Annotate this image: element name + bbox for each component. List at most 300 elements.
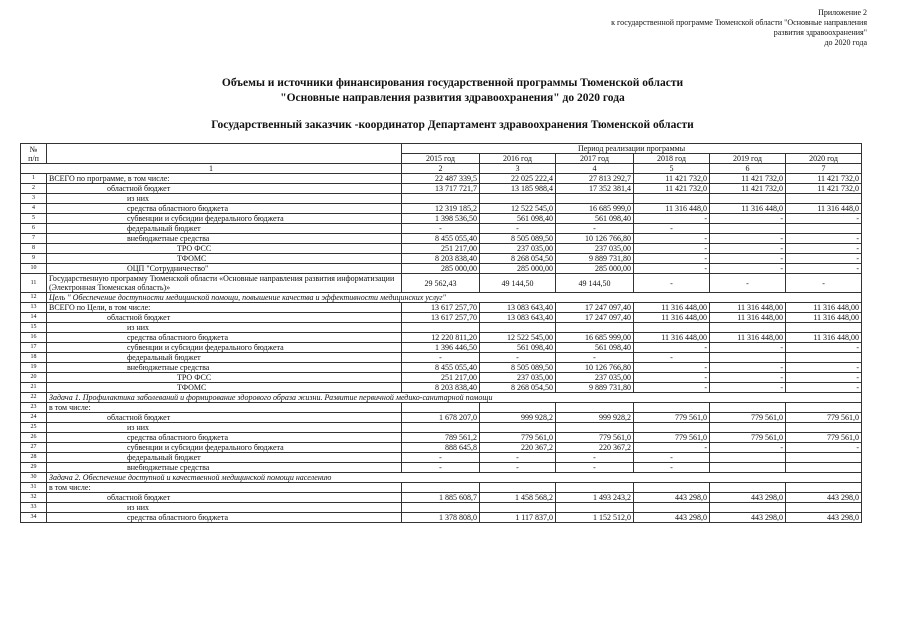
row-label: средства областного бюджета — [47, 204, 402, 214]
value-cell: 16 685 999,00 — [556, 333, 634, 343]
value-cell: 11 421 732,0 — [634, 174, 710, 184]
value-cell: 11 316 448,00 — [710, 333, 786, 343]
value-cell — [556, 403, 634, 413]
header-column-index: 3 — [480, 164, 556, 174]
value-cell — [634, 483, 710, 493]
row-label: субвенции и субсидии федерального бюджета — [47, 343, 402, 353]
table-row — [21, 174, 862, 184]
value-cell: 237 035,00 — [556, 244, 634, 254]
row-number: 16 — [21, 333, 47, 343]
value-cell — [480, 423, 556, 433]
value-cell — [710, 353, 786, 363]
value-cell — [710, 453, 786, 463]
header-period: Период реализации программы — [402, 144, 862, 154]
value-cell: - — [786, 274, 862, 293]
value-cell — [634, 323, 710, 333]
value-cell: 17 352 381,4 — [556, 184, 634, 194]
value-cell: - — [786, 244, 862, 254]
row-label: областной бюджет — [47, 313, 402, 323]
row-label: ОЦП "Сотрудничество" — [47, 264, 402, 274]
value-cell: 8 268 054,50 — [480, 254, 556, 264]
row-label: областной бюджет — [47, 184, 402, 194]
table-row — [21, 423, 862, 433]
value-cell: 1 678 207,0 — [402, 413, 480, 423]
value-cell: - — [480, 453, 556, 463]
value-cell: - — [710, 373, 786, 383]
row-number: 20 — [21, 373, 47, 383]
row-number: 27 — [21, 443, 47, 453]
value-cell: 13 617 257,70 — [402, 303, 480, 313]
value-cell: 888 645,8 — [402, 443, 480, 453]
header-row-index — [21, 164, 862, 174]
title-line-1: Объемы и источники финансирования государственной программы Тюменской области — [221, 77, 684, 89]
value-cell: - — [634, 453, 710, 463]
row-number: 24 — [21, 413, 47, 423]
value-cell: 237 035,00 — [480, 244, 556, 254]
header-label — [47, 144, 402, 164]
financing-table — [20, 143, 862, 523]
value-cell — [402, 483, 480, 493]
value-cell — [710, 503, 786, 513]
value-cell: - — [480, 224, 556, 234]
value-cell: 11 421 732,0 — [786, 174, 862, 184]
appendix-line: развития здравоохранения" — [773, 28, 867, 37]
row-number: 13 — [21, 303, 47, 313]
value-cell — [402, 403, 480, 413]
value-cell: 49 144,50 — [556, 274, 634, 293]
value-cell: - — [634, 463, 710, 473]
row-number: 5 — [21, 214, 47, 224]
value-cell: - — [786, 264, 862, 274]
table-row — [21, 413, 862, 423]
row-label: Государственную программу Тюменской области «Основные направления развития информатизации (Электронная Тюменская область)» — [47, 274, 402, 293]
table-row — [21, 194, 862, 204]
header-year: 2016 год — [480, 154, 556, 164]
row-label: федеральный бюджет — [47, 353, 402, 363]
value-cell: - — [710, 383, 786, 393]
value-cell — [786, 423, 862, 433]
value-cell: 999 928,2 — [480, 413, 556, 423]
table-row — [21, 303, 862, 313]
value-cell: - — [634, 264, 710, 274]
row-number: 12 — [21, 293, 47, 303]
value-cell: - — [710, 264, 786, 274]
value-cell — [480, 194, 556, 204]
value-cell: - — [634, 214, 710, 224]
value-cell: 779 561,0 — [480, 433, 556, 443]
row-label: внебюджетные средства — [47, 234, 402, 244]
row-label: субвенции и субсидии федерального бюджета — [47, 214, 402, 224]
value-cell: 237 035,00 — [556, 373, 634, 383]
value-cell: 251 217,00 — [402, 244, 480, 254]
value-cell: - — [634, 363, 710, 373]
row-number: 14 — [21, 313, 47, 323]
table-body — [21, 174, 862, 523]
value-cell: - — [710, 274, 786, 293]
value-cell: 12 522 545,0 — [480, 204, 556, 214]
value-cell: 11 316 448,00 — [634, 313, 710, 323]
value-cell: - — [710, 254, 786, 264]
value-cell — [710, 323, 786, 333]
value-cell: 12 319 185,2 — [402, 204, 480, 214]
header-num-a: № — [29, 144, 38, 154]
table-row — [21, 184, 862, 194]
value-cell: 11 316 448,0 — [634, 204, 710, 214]
value-cell — [556, 503, 634, 513]
appendix-note — [507, 8, 867, 48]
value-cell: - — [634, 353, 710, 363]
row-number: 17 — [21, 343, 47, 353]
value-cell — [786, 463, 862, 473]
value-cell: 27 813 292,7 — [556, 174, 634, 184]
value-cell: 8 268 054,50 — [480, 383, 556, 393]
value-cell: - — [556, 224, 634, 234]
table-row — [21, 393, 862, 403]
value-cell: 10 126 766,80 — [556, 234, 634, 244]
header-num-b: п/п — [28, 153, 39, 163]
value-cell — [480, 483, 556, 493]
row-label: из них — [47, 323, 402, 333]
value-cell: - — [402, 463, 480, 473]
row-number: 11 — [21, 274, 47, 293]
value-cell: 11 316 448,00 — [634, 333, 710, 343]
row-number: 21 — [21, 383, 47, 393]
value-cell: - — [710, 244, 786, 254]
row-number: 28 — [21, 453, 47, 463]
value-cell: 8 455 055,40 — [402, 363, 480, 373]
value-cell — [634, 194, 710, 204]
value-cell — [786, 194, 862, 204]
row-number: 4 — [21, 204, 47, 214]
row-number: 9 — [21, 254, 47, 264]
table-row — [21, 264, 862, 274]
table-row — [21, 293, 862, 303]
value-cell: 11 316 448,00 — [786, 303, 862, 313]
table-row — [21, 343, 862, 353]
value-cell: - — [402, 453, 480, 463]
value-cell: 561 098,40 — [556, 214, 634, 224]
row-number: 15 — [21, 323, 47, 333]
section-heading: Цель " Обеспечение доступности медицинской помощи, повышение качества и эффективности медицинских услуг" — [47, 293, 862, 303]
table-row — [21, 403, 862, 413]
value-cell: 13 083 643,40 — [480, 313, 556, 323]
header-column-index: 1 — [21, 164, 402, 174]
value-cell — [556, 423, 634, 433]
row-number: 8 — [21, 244, 47, 254]
value-cell: - — [634, 224, 710, 234]
row-label: внебюджетные средства — [47, 463, 402, 473]
value-cell: - — [634, 274, 710, 293]
value-cell: - — [710, 234, 786, 244]
value-cell: - — [556, 463, 634, 473]
value-cell: 8 505 089,50 — [480, 234, 556, 244]
value-cell — [710, 463, 786, 473]
value-cell — [634, 423, 710, 433]
table-row — [21, 244, 862, 254]
row-number: 6 — [21, 224, 47, 234]
row-label: ТФОМС — [47, 383, 402, 393]
value-cell — [710, 194, 786, 204]
value-cell: - — [634, 443, 710, 453]
value-cell: 779 561,0 — [634, 413, 710, 423]
value-cell — [634, 503, 710, 513]
value-cell: 8 455 055,40 — [402, 234, 480, 244]
value-cell: 8 203 838,40 — [402, 383, 480, 393]
value-cell: 443 298,0 — [634, 513, 710, 523]
value-cell — [710, 483, 786, 493]
value-cell: 1 152 512,0 — [556, 513, 634, 523]
header-row-period — [21, 144, 862, 154]
value-cell — [480, 503, 556, 513]
row-label: средства областного бюджета — [47, 333, 402, 343]
value-cell: 9 889 731,80 — [556, 383, 634, 393]
row-label: ТРО ФСС — [47, 244, 402, 254]
value-cell: 561 098,40 — [480, 343, 556, 353]
value-cell: 1 378 808,0 — [402, 513, 480, 523]
value-cell: - — [786, 383, 862, 393]
value-cell: 251 217,00 — [402, 373, 480, 383]
header-year: 2018 год — [634, 154, 710, 164]
value-cell: 561 098,40 — [556, 343, 634, 353]
row-number: 19 — [21, 363, 47, 373]
value-cell: - — [786, 343, 862, 353]
value-cell: 9 889 731,80 — [556, 254, 634, 264]
value-cell: - — [786, 363, 862, 373]
title-line-2: "Основные направления развития здравоохранения" до 2020 года — [280, 92, 625, 104]
appendix-line: к государственной программе Тюменской области "Основные направления — [611, 18, 867, 27]
value-cell: - — [634, 373, 710, 383]
value-cell: - — [786, 373, 862, 383]
row-label: из них — [47, 423, 402, 433]
value-cell: 443 298,0 — [786, 513, 862, 523]
row-number: 7 — [21, 234, 47, 244]
table-row — [21, 463, 862, 473]
value-cell: 22 025 222,4 — [480, 174, 556, 184]
row-number: 26 — [21, 433, 47, 443]
value-cell: 285 000,00 — [402, 264, 480, 274]
value-cell: 11 421 732,0 — [710, 184, 786, 194]
value-cell: - — [402, 224, 480, 234]
row-number: 32 — [21, 493, 47, 503]
table-row — [21, 333, 862, 343]
value-cell — [786, 224, 862, 234]
table-row — [21, 254, 862, 264]
value-cell — [710, 224, 786, 234]
value-cell: 11 316 448,00 — [786, 333, 862, 343]
header-column-index: 6 — [710, 164, 786, 174]
value-cell — [786, 503, 862, 513]
value-cell — [710, 403, 786, 413]
value-cell: 11 421 732,0 — [634, 184, 710, 194]
table-row — [21, 493, 862, 503]
table-row — [21, 383, 862, 393]
value-cell — [786, 353, 862, 363]
row-number: 2 — [21, 184, 47, 194]
document-title — [0, 76, 905, 106]
value-cell — [480, 323, 556, 333]
table-row — [21, 513, 862, 523]
value-cell: 779 561,0 — [786, 433, 862, 443]
table-row — [21, 353, 862, 363]
value-cell: 29 562,43 — [402, 274, 480, 293]
value-cell — [556, 194, 634, 204]
table-row — [21, 433, 862, 443]
value-cell: - — [480, 463, 556, 473]
value-cell: 13 185 988,4 — [480, 184, 556, 194]
value-cell: 11 316 448,00 — [786, 313, 862, 323]
row-label: в том числе: — [47, 403, 402, 413]
value-cell: - — [556, 453, 634, 463]
row-label: областной бюджет — [47, 413, 402, 423]
value-cell: 285 000,00 — [480, 264, 556, 274]
row-number: 18 — [21, 353, 47, 363]
value-cell — [556, 483, 634, 493]
value-cell — [786, 403, 862, 413]
header-year: 2017 год — [556, 154, 634, 164]
value-cell: 220 367,2 — [480, 443, 556, 453]
table-row — [21, 443, 862, 453]
value-cell: 12 220 811,20 — [402, 333, 480, 343]
value-cell — [402, 323, 480, 333]
header-column-index: 4 — [556, 164, 634, 174]
row-number: 29 — [21, 463, 47, 473]
value-cell: 11 316 448,00 — [710, 313, 786, 323]
table-row — [21, 204, 862, 214]
row-number: 25 — [21, 423, 47, 433]
value-cell — [402, 194, 480, 204]
value-cell: 1 493 243,2 — [556, 493, 634, 503]
row-number: 10 — [21, 264, 47, 274]
value-cell: 561 098,40 — [480, 214, 556, 224]
row-label: ТФОМС — [47, 254, 402, 264]
row-label: областной бюджет — [47, 493, 402, 503]
header-num — [21, 144, 47, 164]
row-number: 34 — [21, 513, 47, 523]
row-number: 1 — [21, 174, 47, 184]
value-cell: 11 316 448,00 — [634, 303, 710, 313]
value-cell: 1 458 568,2 — [480, 493, 556, 503]
row-label: ВСЕГО по Цели, в том числе: — [47, 303, 402, 313]
value-cell: - — [634, 254, 710, 264]
table-row — [21, 313, 862, 323]
state-customer: Государственный заказчик -координатор Департамент здравоохранения Тюменской области — [211, 119, 694, 131]
value-cell: 13 717 721,7 — [402, 184, 480, 194]
value-cell: 13 617 257,70 — [402, 313, 480, 323]
row-label: средства областного бюджета — [47, 513, 402, 523]
value-cell: 22 487 339,5 — [402, 174, 480, 184]
value-cell: 11 316 448,0 — [786, 204, 862, 214]
table-row — [21, 234, 862, 244]
value-cell: 1 398 536,50 — [402, 214, 480, 224]
value-cell — [786, 453, 862, 463]
table-row — [21, 373, 862, 383]
value-cell: 443 298,0 — [710, 493, 786, 503]
row-number: 3 — [21, 194, 47, 204]
value-cell: 49 144,50 — [480, 274, 556, 293]
header-year: 2020 год — [786, 154, 862, 164]
value-cell: - — [710, 443, 786, 453]
value-cell: 17 247 097,40 — [556, 313, 634, 323]
value-cell — [786, 323, 862, 333]
value-cell: - — [402, 353, 480, 363]
table-row — [21, 224, 862, 234]
value-cell — [710, 423, 786, 433]
value-cell: 1 396 446,50 — [402, 343, 480, 353]
value-cell: - — [634, 234, 710, 244]
header-column-index: 2 — [402, 164, 480, 174]
table-row — [21, 323, 862, 333]
value-cell: - — [634, 383, 710, 393]
row-label: субвенции и субсидии федерального бюджета — [47, 443, 402, 453]
value-cell: 285 000,00 — [556, 264, 634, 274]
value-cell: 17 247 097,40 — [556, 303, 634, 313]
table-row — [21, 274, 862, 293]
value-cell: 779 561,0 — [556, 433, 634, 443]
value-cell: 11 421 732,0 — [710, 174, 786, 184]
value-cell: 779 561,0 — [710, 433, 786, 443]
value-cell: 8 505 089,50 — [480, 363, 556, 373]
value-cell — [786, 483, 862, 493]
table-row — [21, 473, 862, 483]
row-label: из них — [47, 503, 402, 513]
section-heading: Задача 1. Профилактика заболеваний и формирование здорового образа жизни. Развитие первичной медико-санитарной помощи — [47, 393, 862, 403]
value-cell: 11 316 448,00 — [710, 303, 786, 313]
value-cell: 11 421 732,0 — [786, 184, 862, 194]
value-cell: 1 117 837,0 — [480, 513, 556, 523]
value-cell: 10 126 766,80 — [556, 363, 634, 373]
value-cell: 779 561,0 — [786, 413, 862, 423]
row-label: внебюджетные средства — [47, 363, 402, 373]
value-cell: - — [786, 214, 862, 224]
value-cell: - — [480, 353, 556, 363]
table-row — [21, 483, 862, 493]
value-cell: 220 367,2 — [556, 443, 634, 453]
value-cell: 11 316 448,0 — [710, 204, 786, 214]
value-cell: - — [710, 214, 786, 224]
value-cell: 16 685 999,0 — [556, 204, 634, 214]
value-cell: 443 298,0 — [786, 493, 862, 503]
row-number: 23 — [21, 403, 47, 413]
value-cell: 999 928,2 — [556, 413, 634, 423]
value-cell: 13 083 643,40 — [480, 303, 556, 313]
value-cell: 789 561,2 — [402, 433, 480, 443]
value-cell: - — [710, 343, 786, 353]
value-cell: - — [786, 234, 862, 244]
value-cell: - — [634, 244, 710, 254]
row-label: федеральный бюджет — [47, 453, 402, 463]
header-column-index: 7 — [786, 164, 862, 174]
row-number: 30 — [21, 473, 47, 483]
table-row — [21, 363, 862, 373]
value-cell: 779 561,0 — [634, 433, 710, 443]
row-number: 31 — [21, 483, 47, 493]
value-cell: 1 885 608,7 — [402, 493, 480, 503]
value-cell — [480, 403, 556, 413]
row-label: в том числе: — [47, 483, 402, 493]
value-cell: 443 298,0 — [710, 513, 786, 523]
value-cell: - — [710, 363, 786, 373]
value-cell: 8 203 838,40 — [402, 254, 480, 264]
appendix-line: до 2020 года — [824, 38, 867, 47]
appendix-line: Приложение 2 — [818, 8, 867, 17]
row-label: ВСЕГО по программе, в том числе: — [47, 174, 402, 184]
row-number: 22 — [21, 393, 47, 403]
table-row — [21, 214, 862, 224]
header-column-index: 5 — [634, 164, 710, 174]
value-cell: 12 522 545,00 — [480, 333, 556, 343]
row-label: из них — [47, 194, 402, 204]
value-cell — [402, 423, 480, 433]
